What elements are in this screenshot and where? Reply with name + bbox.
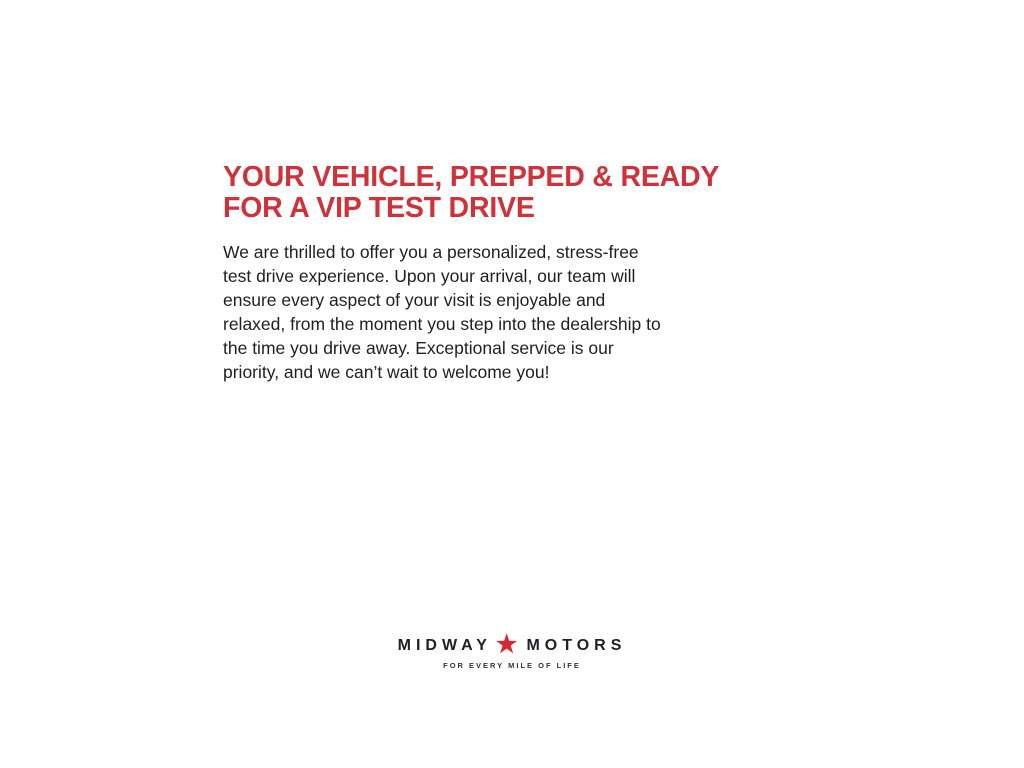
content-column bbox=[212, 0, 812, 384]
page-title-line-2: FOR A VIP TEST DRIVE bbox=[223, 192, 535, 224]
paragraph-line: ensure every aspect of your visit is enjoyable and bbox=[223, 290, 606, 310]
paragraph-line: the time you drive away. Exceptional service is our bbox=[223, 338, 614, 358]
brand-wordmark bbox=[0, 631, 1024, 658]
brand-name-left: MIDWAY bbox=[397, 637, 492, 654]
page-title-line-1: YOUR VEHICLE, PREPPED & READY bbox=[223, 161, 720, 193]
paragraph-line: test drive experience. Upon your arrival, our team will bbox=[223, 266, 636, 286]
brand-tagline: FOR EVERY MILE OF LIFE bbox=[443, 661, 581, 670]
star-icon: ★ bbox=[495, 631, 518, 658]
paragraph-line: relaxed, from the moment you step into the dealership to bbox=[223, 314, 661, 334]
brand-logo bbox=[0, 631, 1024, 670]
paragraph-line: priority, and we can’t wait to welcome you! bbox=[223, 362, 550, 382]
page-title bbox=[223, 162, 812, 224]
brand-name-right: MOTORS bbox=[526, 637, 627, 654]
intro-paragraph bbox=[223, 240, 812, 384]
paragraph-line: We are thrilled to offer you a personalized, stress-free bbox=[223, 242, 639, 262]
